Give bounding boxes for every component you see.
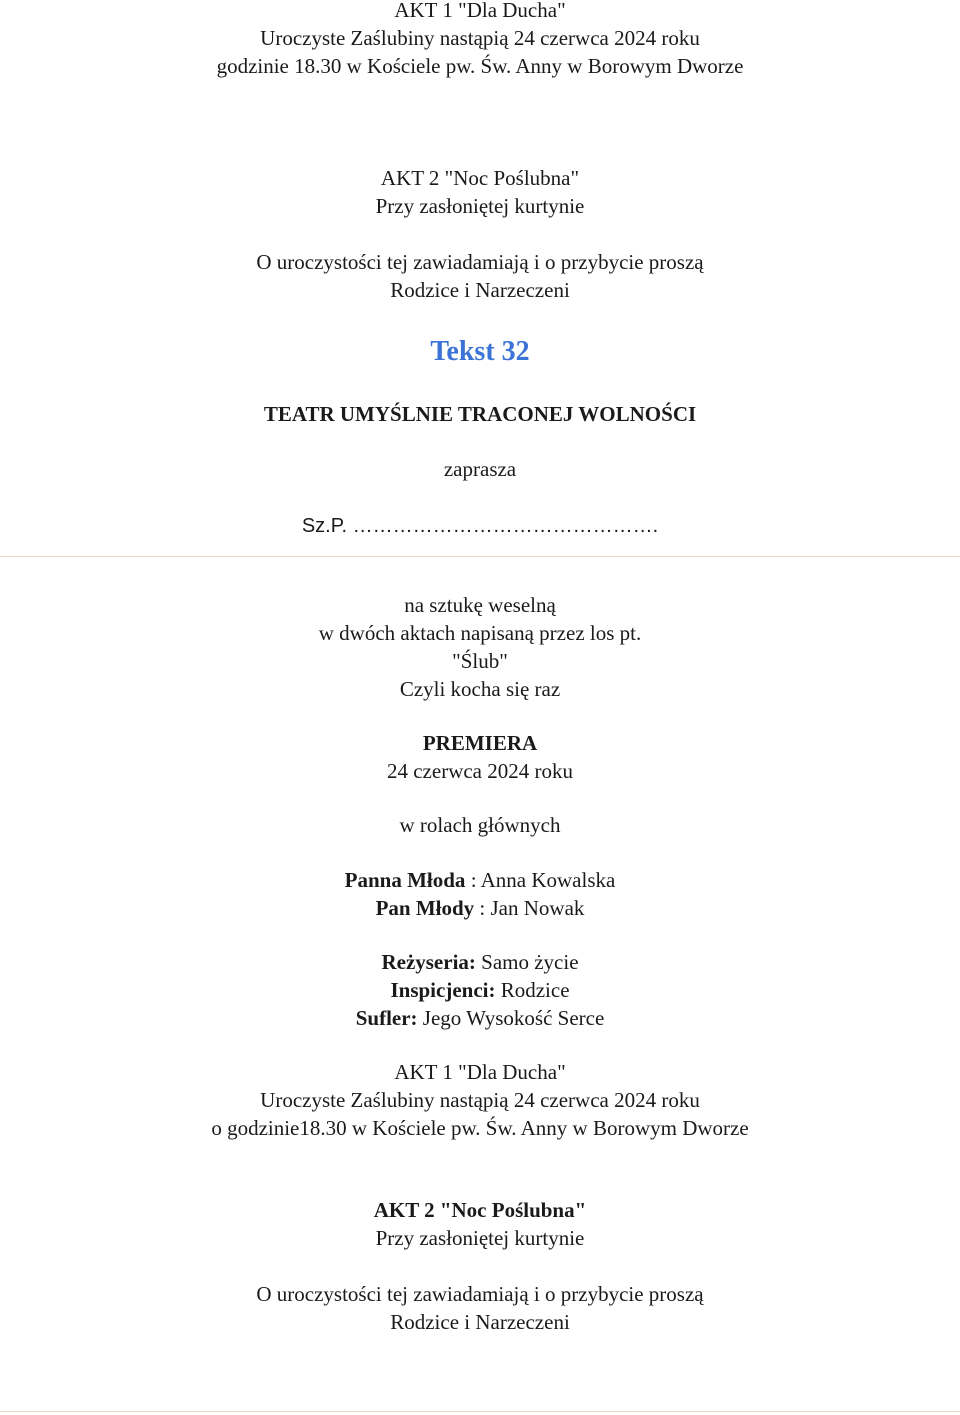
play-description (0, 591, 960, 703)
bottom-divider (0, 1411, 960, 1412)
crew-row (0, 976, 960, 1004)
crew-name: Rodzice (495, 978, 570, 1002)
akt2-heading: AKT 2 "Noc Poślubna" (380, 166, 580, 190)
guest-line: Sz.P. ………………………………………. (301, 515, 659, 537)
cast-role: Pan Młody (375, 896, 475, 920)
top-akt2 (0, 164, 960, 220)
closing-signature: Rodzice i Narzeczeni (390, 1310, 570, 1334)
premiere (0, 729, 960, 785)
cast-name: : Anna Kowalska (465, 868, 616, 892)
akt1-place-line: godzinie 18.30 w Kościele pw. Św. Anny w Borowym Dworze (216, 54, 744, 78)
crew-role: Inspicjenci: (390, 978, 496, 1002)
crew-name: Samo życie (475, 950, 579, 974)
premiere-date: 24 czerwca 2024 roku (386, 759, 573, 783)
section-title: Tekst 32 (430, 336, 530, 367)
crew-row (0, 1004, 960, 1032)
cast-name: : Jan Nowak (474, 896, 585, 920)
crew-name: Jego Wysokość Serce (417, 1006, 605, 1030)
top-akt1 (0, 0, 960, 80)
crew-role: Sufler: (355, 1006, 418, 1030)
akt2-heading: AKT 2 "Noc Poślubna" (373, 1198, 587, 1222)
play-line-2: w dwóch aktach napisaną przez los pt. (318, 621, 642, 645)
cast-role: Panna Młoda (344, 868, 466, 892)
akt2-curtain-line: Przy zasłoniętej kurtynie (375, 1226, 585, 1250)
closing-invite-line: O uroczystości tej zawiadamiają i o przybycie proszą (256, 1282, 704, 1306)
akt1-date-line: Uroczyste Zaślubiny nastąpią 24 czerwca 2024 roku (260, 26, 700, 50)
akt1-heading: AKT 1 "Dla Ducha" (394, 1060, 566, 1084)
closing-block (0, 1280, 960, 1336)
akt1-block (0, 1058, 960, 1142)
akt2-curtain-line: Przy zasłoniętej kurtynie (375, 194, 585, 218)
cast-list (0, 866, 960, 922)
cast-row (0, 894, 960, 922)
crew-row (0, 948, 960, 976)
play-title: "Ślub" (452, 649, 508, 673)
divider (0, 556, 960, 557)
akt1-place-line: o godzinie18.30 w Kościele pw. Św. Anny w Borowym Dworze (211, 1116, 749, 1140)
crew-role: Reżyseria: (381, 950, 476, 974)
roles-intro: w rolach głównych (399, 813, 561, 837)
top-closing (0, 248, 960, 304)
play-line-1: na sztukę weselną (404, 593, 556, 617)
closing-signature: Rodzice i Narzeczeni (390, 278, 570, 302)
cast-row (0, 866, 960, 894)
akt2-block (0, 1196, 960, 1252)
premiere-label: PREMIERA (422, 731, 538, 755)
play-subtitle: Czyli kocha się raz (399, 677, 561, 701)
theatre-name: TEATR UMYŚLNIE TRACONEJ WOLNOŚCI (263, 402, 697, 426)
crew-list (0, 948, 960, 1032)
akt1-date-line: Uroczyste Zaślubiny nastąpią 24 czerwca 2024 roku (260, 1088, 700, 1112)
closing-invite-line: O uroczystości tej zawiadamiają i o przybycie proszą (256, 250, 704, 274)
invites-text: zaprasza (443, 457, 517, 481)
akt1-heading: AKT 1 "Dla Ducha" (394, 0, 566, 22)
